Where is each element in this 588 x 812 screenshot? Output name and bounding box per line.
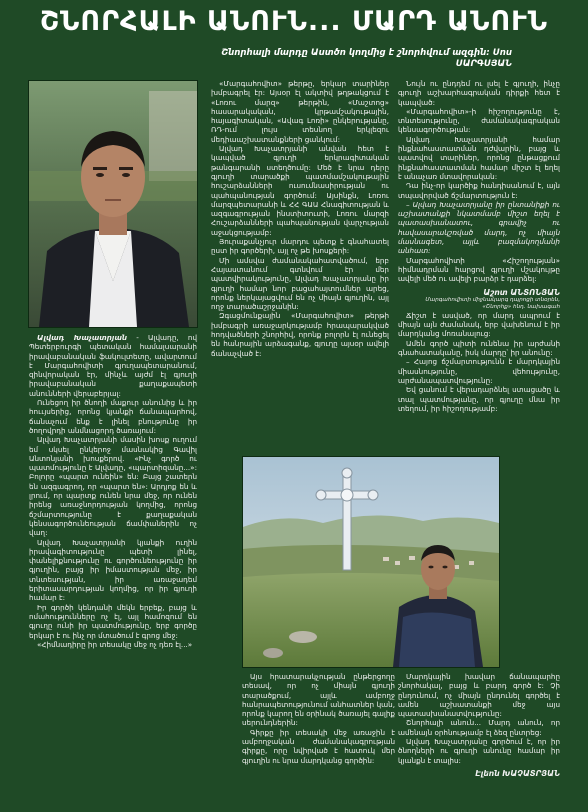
paragraph: Գիրքը իր տեսակի մեջ առաջին է ամբողջական ժամանակագրության գիրքը, որը նվիրված է հատուկ մեր գյուղին ու նրա մարդկանց գործին: <box>242 727 395 765</box>
text-column-5 <box>398 672 560 812</box>
article-author: Էլեոն ԽԱՉԱՏՐՅԱՆ <box>475 768 560 778</box>
text-column-3 <box>398 79 560 451</box>
paragraph: Ալվադ Խաչատրյանը գործում է, որ իր ծնողների ու գյուղի անունը համար իր կյանքն է տալիս: <box>398 737 560 765</box>
text-column-1 <box>29 333 197 811</box>
paragraph: Զգացմունքային «Մարգահովիտ» թերթի խմբագրի առաջարկությամբ հրապարակված հոդվածների շնորհիվ, որոնք բոլորն էլ ունեցել են հանրային արձագանք, գյուղը այսօր ավելի ճանաչված է: <box>211 311 389 358</box>
paragraph: Ալվադ Խաչատրյանի համար ինքնահաստատման դժվարին, բայց և պատվով տարիներ, որոնց ընթացքում ինքնահաստատման համար միշտ էլ եղել է անաչառ մտավորական: <box>398 134 560 181</box>
paragraph: «Հիմնադիրը իր տեսակը մեջ ոչ դեռ էլ...» <box>37 639 193 649</box>
cross-monument-photo <box>242 456 500 668</box>
paragraph: «Մարգահովիտ»-ի հիշողությունը է, տնտեսությունը, ժամանակագրական կենսագործության: <box>398 106 560 135</box>
paragraph: Իր գործի կենդանի մեկն երբեք, բայց և ոմահությունները ոչ էլ, այլ համոզում են գյուղը ունի իր պատմությունը, երբ գործը երկար է ու ինչ որ մտածում է գրոց մեջ: <box>29 602 197 640</box>
paragraph: Յուրաքանչյուր մարդու պետք է գնահատել ըստ իր գործերի, այլ ոչ թե խոսքերի: <box>211 237 389 256</box>
quote-author: Աշոտ ԱՆՏՈՆՅԱՆ <box>483 287 560 297</box>
paragraph: Այս հրատարակչության ընթերցողը տեսավ, որ ոչ միայն գյուղի տարածքում, այլև ամբողջ հանրապետությունում անհատներ կան, որոնք կարող են օրինակ ծառայել գալիք սերունդներին: <box>242 672 395 728</box>
article-epigraph: Շնորհալի մարդը Աստծո կողմից է շնորհվում ազգին: Սոս ՍԱՐԳՍՅԱՆ <box>221 48 512 69</box>
paragraph: «Մարգահովիտ» թերթը, երկար տարիներ խմբագրել էր: Այսօր էլ ակտիվ թղթակցում է «Լոռու մարզ» թերթին, «Մաշտոց» հասարակական, կրթամշակութային, հայագիտական, «Ավագ Լոռի» ընկերությանը, ՌԴ-ում լույս տեսնող երկլեզու մեդիաաշխատանքների ցանկում: <box>211 79 389 144</box>
article-title: ՇՆՈՐՀԱԼԻ ԱՆՈՒՆ... ՄԱՐԴ ԱՆՈՒՆ <box>39 6 549 37</box>
text-column-4 <box>242 672 395 812</box>
paragraph: Մի ամսվա ժամանակահատվածում, երբ Հայաստանում գտնվում էր մեր պատվիրակությունը, Ալվադ Խաչատրյանը իր գյուղի համար նոր բացահայտումներ արեց, որոնք ներկայացվում են ոչ միայն գյուղին, այլ ողջ տարածաշրջանին: <box>211 255 389 312</box>
landscape-illustration <box>243 457 499 667</box>
paragraph: Նույն ու ընդդեմ ու լսել է գյուղի, ինչը գյուղի աշխարհագրական դիրքի հետ է կապված: <box>398 79 560 107</box>
paragraph: Ունեցող իր ծնողի մաքուր անունից և իր հոււյսերից, որոնց կյանքի ճանապարհով, ճանաչում ենք է լինել բնությունը իր ծողովրդի անմնացորդ ծառայում: <box>29 398 197 435</box>
paragraph: Ալվադ Խաչատրյանի անվան հետ է կապված գյուղի երկրագիտական թանգարանի ստեղծումը: Մեծ է նրա դերը գյուղի տարածքի պատմամշակութային հուշարձանների ուսումնասիրության ու պահպանության գործում: Այսինքն, Լոռու մարզպետարանի և ՀՀ ԳԱԱ Հնագիտության և ազգագրության ինստիտուտի, Լոռու մարզի Հուշարձանների պահպանության վարչության աջակցությամբ: <box>211 144 389 237</box>
text-column-2 <box>211 79 389 451</box>
paragraph: Շնորհալի անուն... Մարդ անուն, որ ամենայն օրհնությամբ էլ ձեզ ընտրեց: <box>398 718 560 737</box>
paragraph: Եվ ցանում է վերադարձնել ստացածը և տալ պատմությանը, որ գյուղը մնա իր տեղում, իր հիշողությամբ: <box>398 385 560 413</box>
paragraph: Մարդկային խավար ճանապարհը շնորհակալ, բայց և բարդ գործ է: Չի ընդունում, ոչ միայն ընդունել գործել է ամեն աշխատանքի մեջ այս պատասխանատվությունը: <box>398 672 560 719</box>
subject-name: Ալվադ Խաչատրյան <box>37 333 127 342</box>
paragraph: Ամեն գործ պիտի ունենա իր արժանի գնահատականը, իսկ մարդը՝ իր անունը: <box>398 338 560 358</box>
quote-author-title: Մարգահովիտի միջնակարգ դպրոցի տնօրեն, «Շնորհք» հնդ. նախագահ <box>425 296 560 310</box>
paragraph: - Ալվադը, ով Պետերբուրգի պետական համալսարանի իրավաբանական ֆակուլտետը, ավարտում է Մարգահովիտի գյուղապետարանում, զինվորական էր, մինչև այժմ էլ գյուղի իրավաբանական քաղաքապետի անունների վերաբերյալ: <box>29 333 197 398</box>
quote-paragraph: – Ալվադ Խաչատրյանը իր ընտանիքի ու աշխատանքի նկատմամբ միշտ եղել է պատասխանատու, գրավիչ ու հավասարակշռված մարդ, ոչ միայն մասնագետ, այլև բազմակողմանի անհատ: <box>398 199 560 256</box>
portrait-photo <box>28 80 198 328</box>
paragraph: Ալվադ Խաչատրյանի մասին խոսք ուղում եմ սկսել ընկերոջ մասնակից Գավիլ Անտոնյանի խոսքերով. «Ինչ գործ ու պատմությունը է Ալվադը, «պարտիզանը...»: Բոլորը «պարտ ունեին» են: Բայց շատերն են ազգագրող, որ «պարտ են»: Արդյոք են և լրում, որ պարտք ունեն նրա մեջ, որ ունեն իրենց առաջնորդության կողմից, որոնց ճշմարտությունը է քաղաքական կենսագործունեության ճամփաներին ոչ վաղ: <box>29 435 197 538</box>
paragraph: Ալվադ Խաչատրյանի կյանքի ուղին իրավագիտությունը պետի լինել, փանելիքնությունը ու գործունեությունը իր գյուղին, բայց իր իմաստության մեջ, իր տնտեսության, իր առաջադեմ երիտասարդության կողմից, որ իր գյուղի համար է: <box>29 537 197 603</box>
paragraph: Ճիշտ է ասված, որ մարդ ապրում է միայն այն ժամանակ, երբ վախենում է իր մարդկանց մոռանալուց: <box>398 310 560 339</box>
portrait-illustration <box>29 81 197 327</box>
paragraph: – Հայոց ճշմարտությունն է մարդկային միասնությունը, վեհությունը, արժանապատվությունը: <box>398 357 560 385</box>
paragraph: Մարգահովիտի «Հիշողության» հիմնադրման հարցով գյուղի մշակույթը ավելի մեծ ու ավելի բարձր է դարձել: <box>398 255 560 284</box>
paragraph: Դա ինչ-որ կարծիք հանդիսանում է, այն տպավորված ճշմարտություն է: <box>398 181 560 200</box>
